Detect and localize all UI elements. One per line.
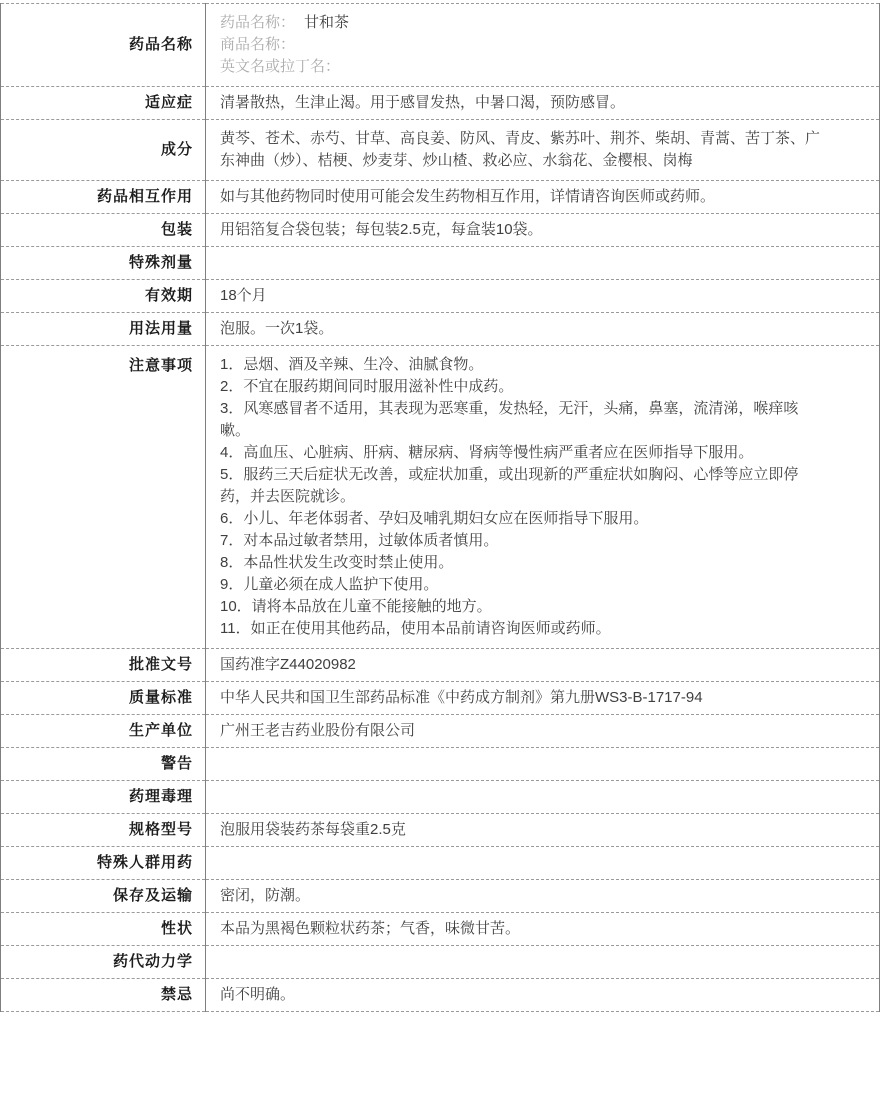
- drug-name-value: 甘和茶: [304, 14, 350, 31]
- precaution-item: 9．儿童必须在成人监护下使用。: [220, 576, 439, 593]
- precaution-item: 2．不宜在服药期间同时服用滋补性中成药。: [220, 378, 514, 395]
- row-label-ingredients: 成分: [1, 120, 206, 181]
- trade-name-sublabel: 商品名称：: [220, 36, 296, 53]
- table-row-approval-number: [1, 649, 880, 682]
- row-value-storage-transport: 密闭，防潮。: [206, 880, 880, 913]
- precaution-item: 5．服药三天后症状无改善，或症状加重，或出现新的严重症状如胸闷、心悸等应立即停药，并去医院就诊。: [220, 466, 799, 505]
- row-value-pharmacology-toxicology: [206, 781, 880, 814]
- table-row-drug-name: [1, 4, 880, 87]
- row-label-indications: 适应症: [1, 87, 206, 120]
- row-value-properties: 本品为黑褐色颗粒状药茶；气香，味微甘苦。: [206, 913, 880, 946]
- drug-name-subline: [220, 12, 824, 34]
- table-row-warning: [1, 748, 880, 781]
- precaution-item: 3．风寒感冒者不适用，其表现为恶寒重，发热轻，无汗，头痛，鼻塞，流清涕，喉痒咳嗽。: [220, 400, 799, 439]
- table-row-properties: [1, 913, 880, 946]
- row-label-properties: 性状: [1, 913, 206, 946]
- table-row-special-dosage: [1, 247, 880, 280]
- drug-info-page: [0, 3, 880, 1103]
- table-row-contraindications: [1, 979, 880, 1012]
- table-row-packaging: [1, 214, 880, 247]
- row-label-special-population: 特殊人群用药: [1, 847, 206, 880]
- row-label-pharmacology-toxicology: 药理毒理: [1, 781, 206, 814]
- table-row-pharmacology-toxicology: [1, 781, 880, 814]
- table-row-quality-standard: [1, 682, 880, 715]
- table-row-pharmacokinetics: [1, 946, 880, 979]
- row-value-specification: 泡服用袋装药茶每袋重2.5克: [206, 814, 880, 847]
- table-row-specification: [1, 814, 880, 847]
- row-label-shelf-life: 有效期: [1, 280, 206, 313]
- table-row-indications: [1, 87, 880, 120]
- table-row-drug-interactions: [1, 181, 880, 214]
- row-label-quality-standard: 质量标准: [1, 682, 206, 715]
- row-label-contraindications: 禁忌: [1, 979, 206, 1012]
- row-value-manufacturer: 广州王老吉药业股份有限公司: [206, 715, 880, 748]
- row-value-dosage-usage: 泡服。一次1袋。: [206, 313, 880, 346]
- row-value-packaging: 用铝箔复合袋包装；每包装2.5克，每盒装10袋。: [206, 214, 880, 247]
- table-row-special-population: [1, 847, 880, 880]
- row-value-precautions: [206, 346, 880, 649]
- row-value-quality-standard: 中华人民共和国卫生部药品标准《中药成方制剂》第九册WS3-B-1717-94: [206, 682, 880, 715]
- row-value-indications: 清暑散热，生津止渴。用于感冒发热，中暑口渴，预防感冒。: [206, 87, 880, 120]
- precaution-item: 4．高血压、心脏病、肝病、糖尿病、肾病等慢性病严重者应在医师指导下服用。: [220, 444, 754, 461]
- row-value-shelf-life: 18个月: [206, 280, 880, 313]
- table-row-manufacturer: [1, 715, 880, 748]
- row-value-ingredients: 黄芩、苍术、赤芍、甘草、高良姜、防风、青皮、紫苏叶、荆芥、柴胡、青蒿、苦丁茶、广东神曲（炒）、桔梗、炒麦芽、炒山楂、救必应、水翁花、金樱根、岗梅: [206, 120, 880, 181]
- row-label-specification: 规格型号: [1, 814, 206, 847]
- row-value-warning: [206, 748, 880, 781]
- row-label-drug-interactions: 药品相互作用: [1, 181, 206, 214]
- row-label-special-dosage: 特殊剂量: [1, 247, 206, 280]
- table-row-precautions: [1, 346, 880, 649]
- row-value-special-dosage: [206, 247, 880, 280]
- precaution-item: 1．忌烟、酒及辛辣、生冷、油腻食物。: [220, 356, 484, 373]
- row-value-approval-number: 国药准字Z44020982: [206, 649, 880, 682]
- precaution-item: 6．小儿、年老体弱者、孕妇及哺乳期妇女应在医师指导下服用。: [220, 510, 649, 527]
- row-label-precautions: 注意事项: [1, 346, 206, 649]
- drug-name-sublabel: 药品名称：: [220, 14, 296, 31]
- table-row-storage-transport: [1, 880, 880, 913]
- latin-name-subline: [220, 56, 824, 78]
- trade-name-subline: [220, 34, 824, 56]
- precaution-item: 7．对本品过敏者禁用，过敏体质者慎用。: [220, 532, 499, 549]
- row-label-storage-transport: 保存及运输: [1, 880, 206, 913]
- row-label-warning: 警告: [1, 748, 206, 781]
- row-label-dosage-usage: 用法用量: [1, 313, 206, 346]
- latin-name-sublabel: 英文名或拉丁名：: [220, 58, 341, 75]
- row-value-pharmacokinetics: [206, 946, 880, 979]
- row-label-manufacturer: 生产单位: [1, 715, 206, 748]
- table-row-ingredients: [1, 120, 880, 181]
- table-row-dosage-usage: [1, 313, 880, 346]
- row-value-drug-name: [206, 4, 880, 87]
- row-label-pharmacokinetics: 药代动力学: [1, 946, 206, 979]
- row-label-approval-number: 批准文号: [1, 649, 206, 682]
- row-label-drug-name: 药品名称: [1, 4, 206, 87]
- row-value-drug-interactions: 如与其他药物同时使用可能会发生药物相互作用，详情请咨询医师或药师。: [206, 181, 880, 214]
- precaution-item: 10．请将本品放在儿童不能接触的地方。: [220, 598, 492, 615]
- table-row-shelf-life: [1, 280, 880, 313]
- precaution-item: 11．如正在使用其他药品，使用本品前请咨询医师或药师。: [220, 620, 611, 637]
- row-label-packaging: 包装: [1, 214, 206, 247]
- row-value-special-population: [206, 847, 880, 880]
- drug-info-table: [0, 3, 880, 1012]
- row-value-contraindications: 尚不明确。: [206, 979, 880, 1012]
- precaution-item: 8．本品性状发生改变时禁止使用。: [220, 554, 454, 571]
